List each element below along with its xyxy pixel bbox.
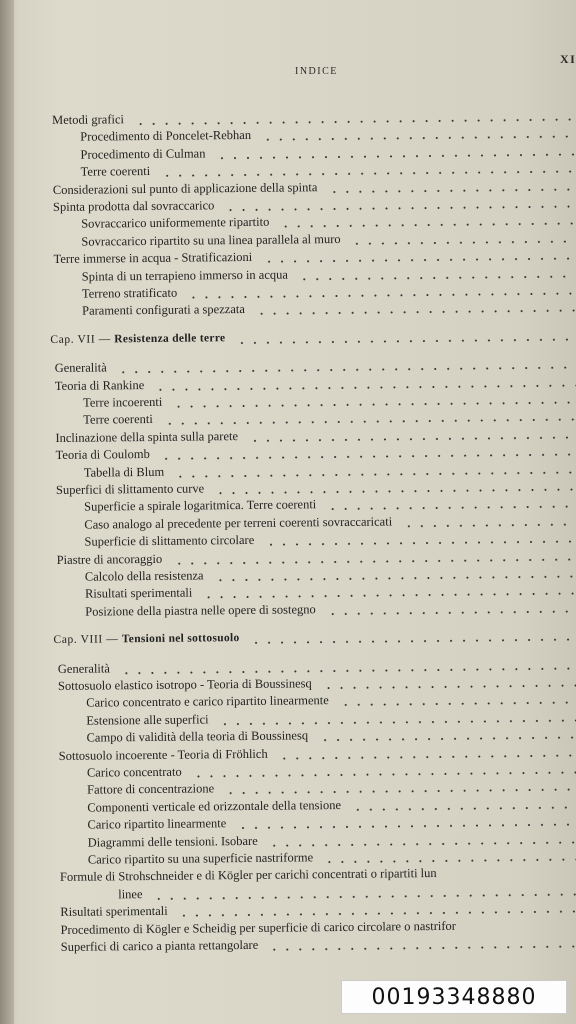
dot-leader [218,719,576,725]
dot-leader [265,540,576,546]
toc-entry-text: Calcolo della resistenza [84,568,204,584]
chapter-heading [50,326,576,349]
toc-entry-text: Superficie a spirale logaritmica. Terre coerenti [84,497,317,515]
toc-entry-text: Spinta prodotta dal sovraccarico [52,198,215,214]
toc-entry-text: Tabella di Blum [83,464,165,480]
dot-leader [268,945,576,951]
dot-leader [250,638,576,644]
dot-leader [248,436,576,442]
page-header [0,52,576,82]
toc-entry-text: Sottosuolo elastico isotropo - Teoria di Boussinesq [57,676,312,693]
toc-entry-text: Formule di Strohschneider e di Kögler per carichi concentrati o ripartiti lun [59,866,437,885]
toc-entry-text: Caso analogo al precedente per terreni coerenti sovraccaricati [84,514,393,532]
toc-entry-text: Superfici di carico a pianta rettangolare [60,937,259,954]
toc-entry-text: Campo di validità della teoria di Boussinesq [86,728,309,745]
dot-leader [224,789,576,795]
chapter-number: Cap. VII — [50,333,115,346]
dot-leader [237,823,576,829]
toc-entry-text: Terre coerenti [83,412,153,428]
toc-entry-text: Risultati sperimentali [84,585,193,602]
dot-leader [322,684,576,689]
toc-entry-text: Superfici di slittamento curve [55,481,205,497]
toc-entry-text: Componenti verticale ed orizzontale della tensione [87,797,342,815]
toc-entry-text: Sovraccarico uniformemente ripartito [81,215,270,232]
dot-leader [263,257,576,263]
dot-leader [268,841,576,847]
table-of-contents [0,106,576,954]
dot-leader [319,736,576,741]
dot-leader [402,523,576,527]
dot-leader [326,506,576,511]
toc-entry-text: Sottosuolo incoerente - Teoria di Fröhlich [58,746,268,763]
toc-entry-text: Posizione della piastra nelle opere di sostegno [85,602,316,619]
toc-entry-text: Inclinazione della spinta sulla parete [55,428,239,445]
dot-leader [235,338,576,344]
toc-entry-text: Piastre di ancoraggio [56,551,163,567]
chapter-number: Cap. VIII — [53,633,122,647]
toc-entry-text: Superficie di slittamento circolare [84,533,255,549]
toc-entry-text: Teoria di Rankine [54,377,145,393]
page-gutter [0,0,14,1024]
toc-entry-text: Sovraccarico ripartito su una linea parallela al muro [81,231,341,249]
toc-entry-text: Generalità [54,360,107,376]
chapter-title: Tensioni nel sottosuolo [121,632,240,646]
toc-entry-text: Carico concentrato e carico ripartito linearmente [86,693,329,711]
running-title: INDICE [295,66,338,77]
toc-entry-text: Estensione alle superfici [86,712,209,728]
toc-entry-text: Spinta di un terrapieno immerso in acqua [81,267,288,284]
dot-leader [214,575,576,581]
dot-leader [326,610,576,615]
toc-entry-text: Procedimento di Kögler e Scheidig per superficie di carico circolare o nastrifor [60,918,456,937]
toc-entry-text: Terre coerenti [80,164,151,179]
dot-leader [350,240,576,245]
barcode-label: 00193348880 [341,980,567,1014]
dot-leader [328,188,576,193]
toc-entry-text: Diagrammi delle tensioni. Isobare [87,833,258,850]
toc-entry-text: Metodi grafici [52,112,125,127]
toc-entry-text: Terreno stratificato [81,285,178,301]
chapter-title: Resistenza delle terre [114,331,226,346]
dot-leader [202,593,576,599]
dot-leader [261,136,576,142]
page-number: XI [560,52,576,66]
toc-entry-text: Risultati sperimentali [60,903,168,920]
toc-entry-text: Terre immerse in acqua - Stratificazioni [53,250,253,267]
chapter-label [50,332,229,346]
dot-leader [298,275,576,280]
toc-entry-text: Carico ripartito linearmente [87,816,227,832]
dot-leader [224,205,576,211]
dot-leader [351,806,576,811]
dot-leader [278,754,576,759]
toc-entry-text: Paramenti configurati a spezzata [82,302,245,319]
toc-entry-text: linee [118,886,143,902]
dot-leader [279,223,576,228]
toc-entry-text: Carico concentrato [86,764,182,780]
dot-leader [339,702,576,707]
toc-entry-text: Carico ripartito su una superficie nastriforme [87,850,314,867]
toc-entry-text: Fattore di concentrazione [87,781,215,798]
dot-leader [215,153,576,159]
chapter-heading [53,626,576,649]
toc-entry-text: Teoria di Coulomb [55,447,150,463]
toc-entry-text: Considerazioni sul punto di applicazione della spinta [52,179,318,197]
toc-entry-text: Generalità [57,660,110,676]
toc-entry-text: Procedimento di Culman [80,146,206,162]
dot-leader [255,310,576,316]
toc-entry-text: Terre incoerenti [82,394,163,410]
dot-leader [214,488,576,494]
toc-entry-text: Procedimento di Poncelet-Rebhan [80,128,252,145]
chapter-label [53,632,243,646]
dot-leader [323,858,576,863]
